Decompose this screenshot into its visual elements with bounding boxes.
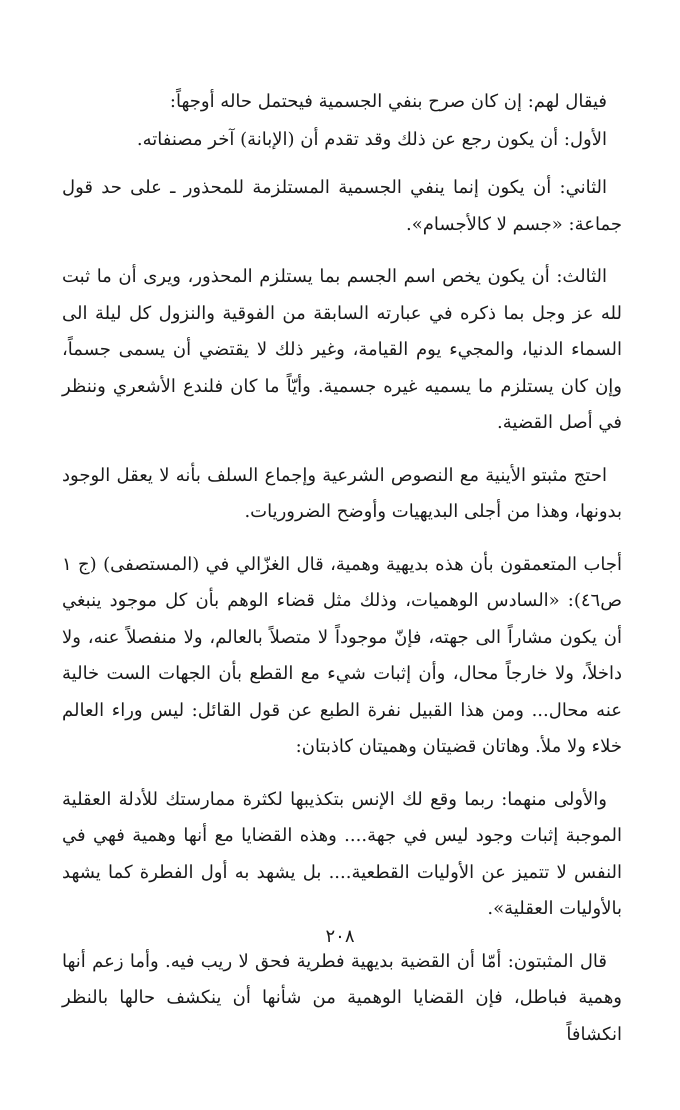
- paragraph-rebuttal: قال المثبتون: أمّا أن القضية بديهية فطرية فحق لا ريب فيه. وأما زعم أنها وهمية فباطل، فإن القضايا الوهمية من شأنها أن ينكشف حالها بالنظر انكشافاً: [62, 950, 622, 1045]
- paragraph-response: أجاب المتعمقون بأن هذه بديهية وهمية، قال الغزّالي في (المستصفى) (ج ١ ص٤٦): «السادس الوهميات، وذلك مثل قضاء الوهم بأن كل موجود ينبغي أن يكون مشاراً الى جهته، فإنّ موجوداً لا متصلاً بالعالم، ولا منفصلاً عنه، ولا داخلاً، ولا خارجاً محال، وأن إثبات شيء مع القطع بأن الجهات الست خالية عنه محال... ومن هذا القبيل نفرة الطبع عن قول القائل: ليس وراء العالم خلاء ولا ملأ. وهاتان قضيتان وهميتان كاذبتان:: [62, 553, 623, 757]
- paragraph-intro: فيقال لهم: إن كان صرح بنفي الجسمية فيحتمل حاله أوجهاً:: [169, 91, 607, 112]
- paragraph-third-option: الثالث: أن يكون يخص اسم الجسم بما يستلزم المحذور، ويرى أن ما ثبت لله عز وجل بما ذكره في عبارته السابقة من الفوقية والنزول كل ليلة الى السماء الدنيا، والمجيء يوم القيامة، وغير ذلك لا يقتضي أن يسمى جسماً، وإن كان يستلزم ما يسميه غيره جسمية. وأيّاً ما كان فلندع الأشعري وننظر في أصل القضية.: [62, 266, 622, 433]
- paragraph-argument: احتج مثبتو الأينية مع النصوص الشرعية وإجماع السلف بأنه لا يعقل الوجود بدونها، وهذا من أجلى البديهيات وأوضح الضروريات.: [62, 464, 622, 522]
- paragraph-first-proposition: والأولى منهما: ربما وقع لك الإنس بتكذيبها لكثرة ممارستك للأدلة العقلية الموجبة إثبات وجود ليس في جهة.... وهذه القضايا مع أنها وهمية فهي في النفس لا تتميز عن الأوليات القطعية.... بل يشهد به أول الفطرة كما يشهد بالأوليات العقلية».: [62, 788, 622, 919]
- page-number: ٢٠٨: [325, 926, 355, 947]
- paragraph-second-option: الثاني: أن يكون إنما ينفي الجسمية المستلزمة للمحذور ـ على حد قول جماعة: «جسم لا كالأجسام».: [62, 177, 622, 235]
- page-body: [62, 84, 622, 1053]
- paragraph-first-option: الأول: أن يكون رجع عن ذلك وقد تقدم أن (الإبانة) آخر مصنفاته.: [136, 128, 607, 150]
